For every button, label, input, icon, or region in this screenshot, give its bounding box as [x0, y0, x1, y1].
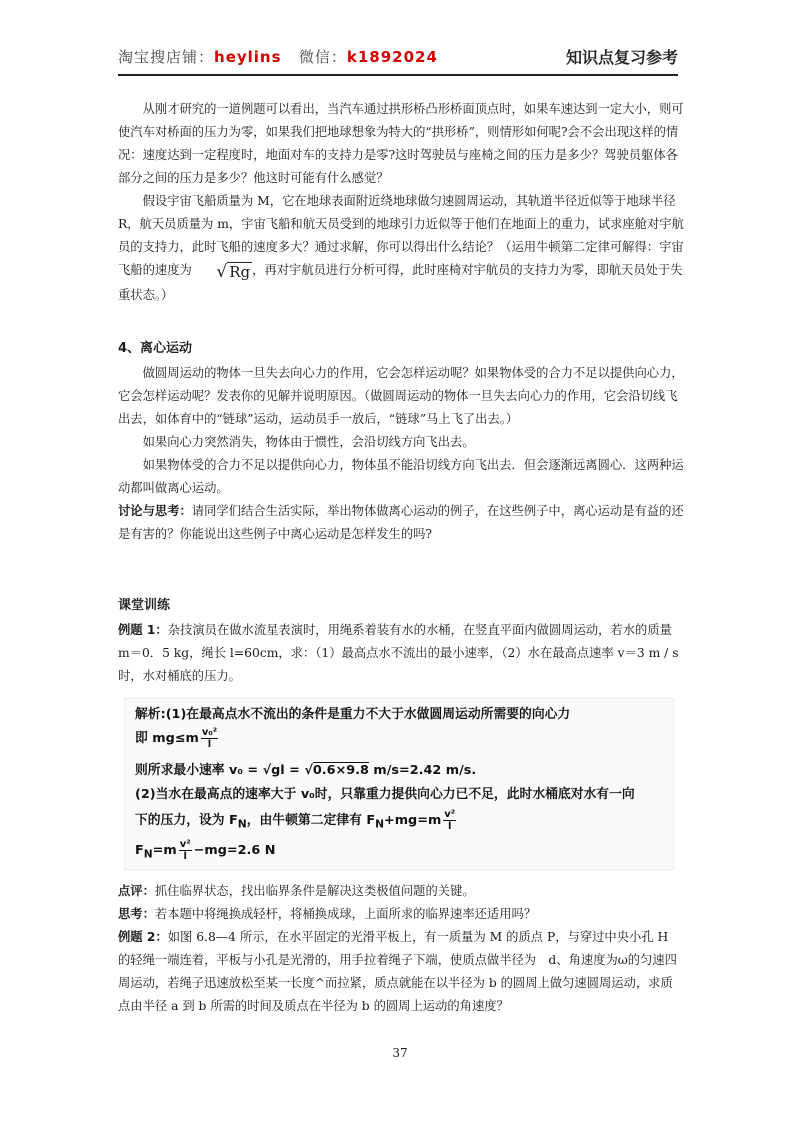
solution-line-6	[135, 839, 275, 866]
fraction-denominator: l	[207, 739, 212, 750]
fraction-denominator: l	[183, 851, 187, 862]
solution-l6-result: −mg=2.6 N	[193, 843, 276, 858]
training-title: 课堂训练	[118, 598, 171, 613]
intro-paragraph-1: 从刚才研究的一道例题可以看出，当汽车通过拱形桥凸形桥面顶点时，如果车速达到一定大小，则可使汽车对桥面的压力为零，如果我们把地球想象为特大的“拱形桥”，则情形如何呢?会不会出现这样的情况：速度达到一定程度时，地面对车的支持力是零?这时驾驶员与座椅之间的压力是多少？驾驶员躯体各部分之间的压力是多少？他这时可能有什么感觉？	[118, 102, 684, 185]
section-4-title: 4、离心运动	[118, 341, 193, 356]
solution-l5-mid2: +mg=m	[384, 813, 442, 828]
section-4-paragraph-2: 如果向心力突然消失，物体由于惯性，会沿切线方向飞出去。	[142, 435, 475, 449]
solution-line-2	[135, 727, 220, 750]
solution-line-1: 解析:(1)在最高点水不流出的条件是重力不大于水做圆周运动所需要的向心力	[135, 707, 571, 722]
think-label: 思考：	[118, 907, 155, 921]
comment-label: 点评：	[118, 884, 155, 898]
intro-p2-tail: ，再对宇航员进行分析可得，此时座椅对宇航员的支持力为零，即航天员处于失重状态。）	[118, 263, 683, 302]
solution-line-4: (2)当水在最高点的速率大于 v₀时，只靠重力提供向心力已不足，此时水桶底对水有一向	[135, 787, 635, 802]
solution-l5-mid: ，由牛顿第二定律有 F	[246, 813, 376, 828]
sqrt-expression: √ Rg	[216, 262, 251, 282]
example-1-text: 杂技演员在做水流星表演时，用绳系着装有水的水桶，在竖直平面内做圆周运动，若水的质量 m＝0．5 kg，绳长 l=60cm，求：（1）最高点水不流出的最小速率，（2）水在最高点速率 v＝3 m / s 时，水对桶底的压力。	[118, 623, 679, 683]
comment-text: 抓住临界状态，找出临界条件是解决这类极值问题的关键。	[154, 884, 475, 898]
subscript-n: N	[375, 817, 384, 831]
discussion-label: 讨论与思考：	[118, 504, 192, 518]
fraction-denominator: l	[448, 821, 452, 832]
section-4-paragraph-1: 做圆周运动的物体一旦失去向心力的作用，它会怎样运动呢？如果物体受的合力不足以提供向心力，它会怎样运动呢？发表你的见解并说明原因。（做圆周运动的物体一旦失去向心力的作用，它会沿切线飞出去，如体育中的“链球”运动，运动员手一放后，“链球”马上飞了出去。）	[118, 366, 684, 426]
solution-l5-text: 下的压力，设为 F	[135, 813, 238, 828]
solution-l6-text: F	[135, 843, 144, 858]
page-content	[118, 98, 684, 1018]
fraction	[443, 809, 456, 832]
fraction	[201, 727, 218, 750]
fraction-numerator: v²	[444, 809, 456, 820]
solution-l6-eq: =m	[152, 843, 177, 858]
fraction-numerator: v²	[179, 839, 191, 850]
intro-p2-text: 假设宇宙飞船质量为 M，它在地球表面附近绕地球做匀速圆周运动，其轨道半径近似等于地球半径 R，航天员质量为 m，宇宙飞船和航天员受到的地球引力近似等于他们在地面上的重力，试求座舱对宇航员的支持力，此时飞船的速度多大？通过求解，你可以得出什么结论？（运用牛顿第二定律可解得：宇宙飞船的速度为	[118, 194, 684, 277]
discussion-paragraph	[118, 500, 684, 546]
think-paragraph	[118, 903, 684, 926]
example-2-label: 例题 2：	[118, 930, 168, 944]
subscript-n: N	[237, 817, 247, 831]
header-title: 知识点复习参考	[565, 48, 678, 67]
solution-l3-text: 则所求最小速率 v₀ = √gl =	[135, 763, 305, 778]
intro-paragraph-2	[118, 190, 684, 307]
comment-paragraph	[118, 880, 684, 903]
fraction-numerator: v₀²	[201, 727, 218, 738]
page-number: 37	[392, 1046, 408, 1060]
solution-l3-result: m/s=2.42 m/s.	[368, 763, 477, 778]
solution-l3-sqrt: 0.6×9.8	[312, 763, 369, 778]
wechat-label: 微信：	[298, 48, 347, 66]
solution-l2-text: 即 mg≤m	[135, 731, 199, 746]
example-1	[118, 619, 684, 688]
fraction	[179, 839, 192, 862]
shop-label: 淘宝搜店铺：	[118, 48, 215, 66]
solution-line-5	[135, 809, 458, 836]
subscript-n: N	[143, 847, 153, 861]
solution-line-3: 则所求最小速率 v₀ = √gl = √0.6×9.8 m/s=2.42 m/s.	[135, 763, 477, 778]
header-shop-info	[118, 46, 438, 67]
think-text: 若本题中将绳换成轻杆，将桶换成球，上面所求的临界速率还适用吗？	[154, 907, 537, 921]
sqrt-content: Rg	[229, 263, 251, 281]
page-header	[118, 40, 678, 76]
wechat-id: k1892024	[346, 48, 438, 66]
shop-name: heylins	[214, 48, 282, 66]
section-4-paragraph-3: 如果物体受的合力不足以提供向心力，物体虽不能沿切线方向飞出去．但会逐渐远离圆心．这两种运动都叫做离心运动。	[118, 458, 684, 495]
example-2	[118, 926, 684, 1018]
solution-image	[124, 698, 674, 870]
discussion-text: 请同学们结合生活实际，举出物体做离心运动的例子，在这些例子中，离心运动是有益的还是有害的？你能说出这些例子中离心运动是怎样发生的吗?	[118, 504, 684, 541]
example-2-text: 如图 6.8—4 所示，在水平固定的光滑平板上，有一质量为 M 的质点 P，与穿过中央小孔 H 的轻绳一端连着，平板与小孔是光滑的，用手拉着绳子下端，使质点做半径为 d、角速度为ω的匀速四周运动，若绳子迅速放松至某一长度^而拉紧，质点就能在以半径为 b 的圆周上做匀速圆周运动，求质点由半径 a 到 b 所需的时间及质点在半径为 b 的圆周上运动的角速度？	[118, 930, 677, 1013]
example-1-label: 例题 1：	[118, 623, 168, 637]
